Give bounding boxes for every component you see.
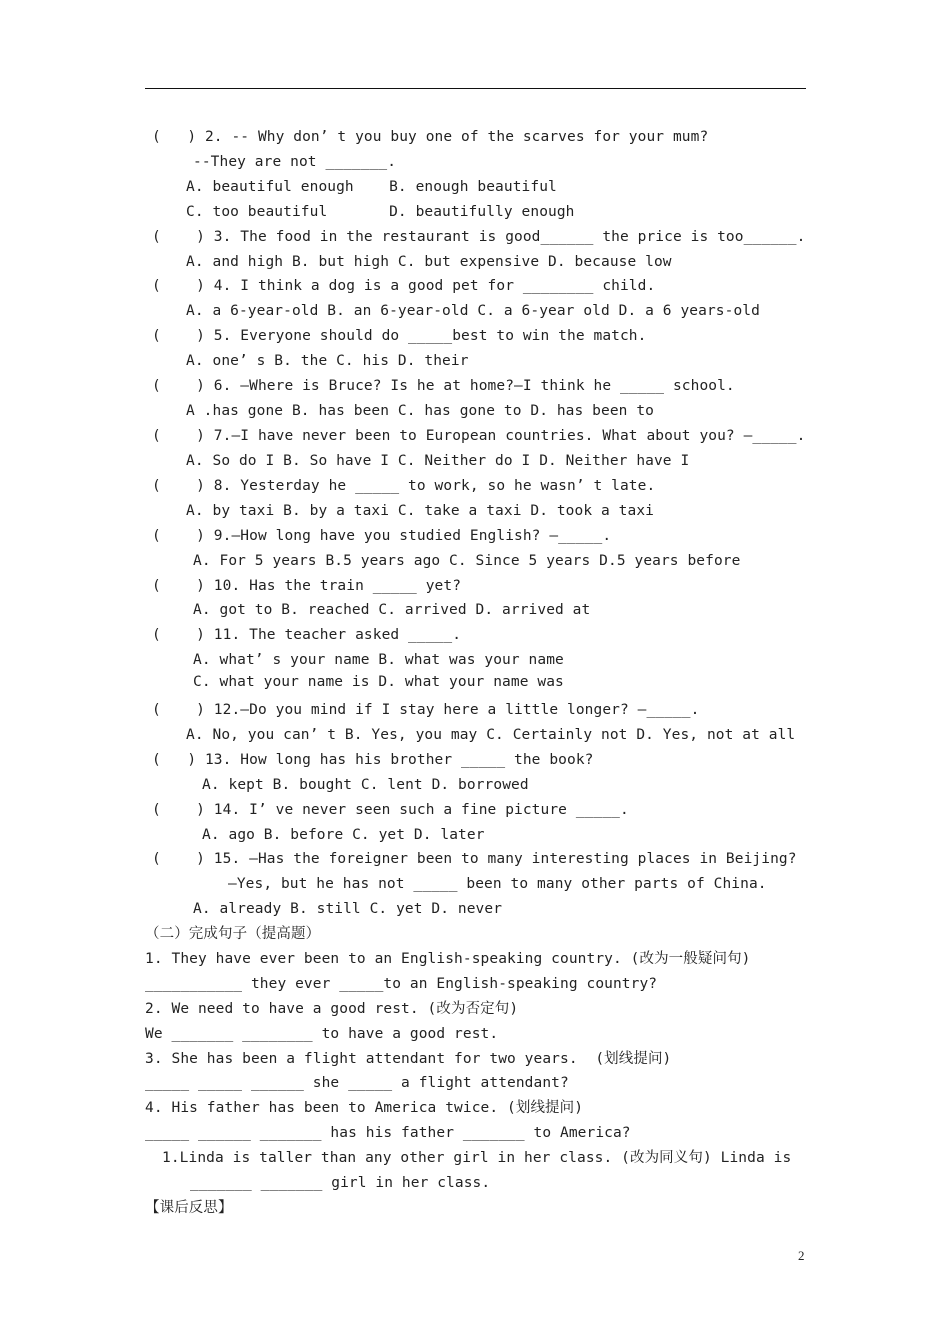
question-15-answer: —Yes, but he has not _____ been to many other parts of China. [228, 876, 767, 892]
question-11-options-ab: A. what’ s your name B. what was your name [193, 652, 564, 668]
question-3: ( ) 3. The food in the restaurant is good______ the price is too______. [152, 229, 806, 245]
sentence-4-blank: _____ ______ _______ has his father _______ to America? [145, 1125, 631, 1141]
question-4: ( ) 4. I think a dog is a good pet for ________ child. [152, 278, 656, 294]
question-2-options-cd: C. too beautiful D. beautifully enough [186, 204, 575, 220]
question-7-options: A. So do I B. So have I C. Neither do I D. Neither have I [186, 453, 690, 469]
question-7: ( ) 7.—I have never been to European countries. What about you? —_____. [152, 428, 806, 444]
sentence-3: 3. She has been a flight attendant for two years. (划线提问) [145, 1051, 672, 1067]
question-2: ( ) 2. -- Why don’ t you buy one of the scarves for your mum? [152, 129, 709, 145]
reflection-heading: 【课后反思】 [145, 1200, 233, 1216]
question-10-options: A. got to B. reached C. arrived D. arrived at [193, 602, 591, 618]
question-13: ( ) 13. How long has his brother _____ the book? [152, 752, 594, 768]
question-13-options: A. kept B. bought C. lent D. borrowed [202, 777, 529, 793]
question-5-options: A. one’ s B. the C. his D. their [186, 353, 469, 369]
question-6-options: A .has gone B. has been C. has gone to D. has been to [186, 403, 654, 419]
question-4-options: A. a 6-year-old B. an 6-year-old C. a 6-year old D. a 6 years-old [186, 303, 760, 319]
page-number: 2 [798, 1248, 805, 1263]
sentence-2-blank: We _______ ________ to have a good rest. [145, 1026, 499, 1042]
question-2-options-ab: A. beautiful enough B. enough beautiful [186, 179, 557, 195]
question-8: ( ) 8. Yesterday he _____ to work, so he wasn’ t late. [152, 478, 656, 494]
question-6: ( ) 6. —Where is Bruce? Is he at home?—I think he _____ school. [152, 378, 735, 394]
sentence-3-blank: _____ _____ ______ she _____ a flight attendant? [145, 1075, 569, 1091]
question-12: ( ) 12.—Do you mind if I stay here a little longer? —_____. [152, 702, 700, 718]
sentence-5: 1.Linda is taller than any other girl in her class. (改为同义句) Linda is [162, 1150, 792, 1166]
question-9: ( ) 9.—How long have you studied English? —_____. [152, 528, 612, 544]
question-8-options: A. by taxi B. by a taxi C. take a taxi D. took a taxi [186, 503, 654, 519]
sentence-1-blank: ___________ they ever _____to an English-speaking country? [145, 976, 658, 992]
question-11: ( ) 11. The teacher asked _____. [152, 627, 462, 643]
question-5: ( ) 5. Everyone should do _____best to win the match. [152, 328, 647, 344]
question-2-answer: --They are not _______. [193, 154, 397, 170]
sentence-5-blank: _______ _______ girl in her class. [190, 1175, 491, 1191]
sentence-1: 1. They have ever been to an English-speaking country. (改为一般疑问句) [145, 951, 751, 967]
sentence-4: 4. His father has been to America twice. (划线提问) [145, 1100, 584, 1116]
question-15-options: A. already B. still C. yet D. never [193, 901, 503, 917]
question-12-options: A. No, you can’ t B. Yes, you may C. Certainly not D. Yes, not at all [186, 727, 796, 743]
question-14-options: A. ago B. before C. yet D. later [202, 827, 485, 843]
sentence-2: 2. We need to have a good rest. (改为否定句) [145, 1001, 519, 1017]
question-14: ( ) 14. I’ ve never seen such a fine picture _____. [152, 802, 629, 818]
section-heading: （二）完成句子（提高题） [145, 926, 321, 942]
question-11-options-cd: C. what your name is D. what your name was [193, 674, 564, 690]
question-3-options: A. and high B. but high C. but expensive D. because low [186, 254, 672, 270]
question-10: ( ) 10. Has the train _____ yet? [152, 578, 462, 594]
header-rule [145, 88, 806, 89]
question-9-options: A. For 5 years B.5 years ago C. Since 5 years D.5 years before [193, 553, 741, 569]
question-15: ( ) 15. —Has the foreigner been to many interesting places in Beijing? [152, 851, 797, 867]
